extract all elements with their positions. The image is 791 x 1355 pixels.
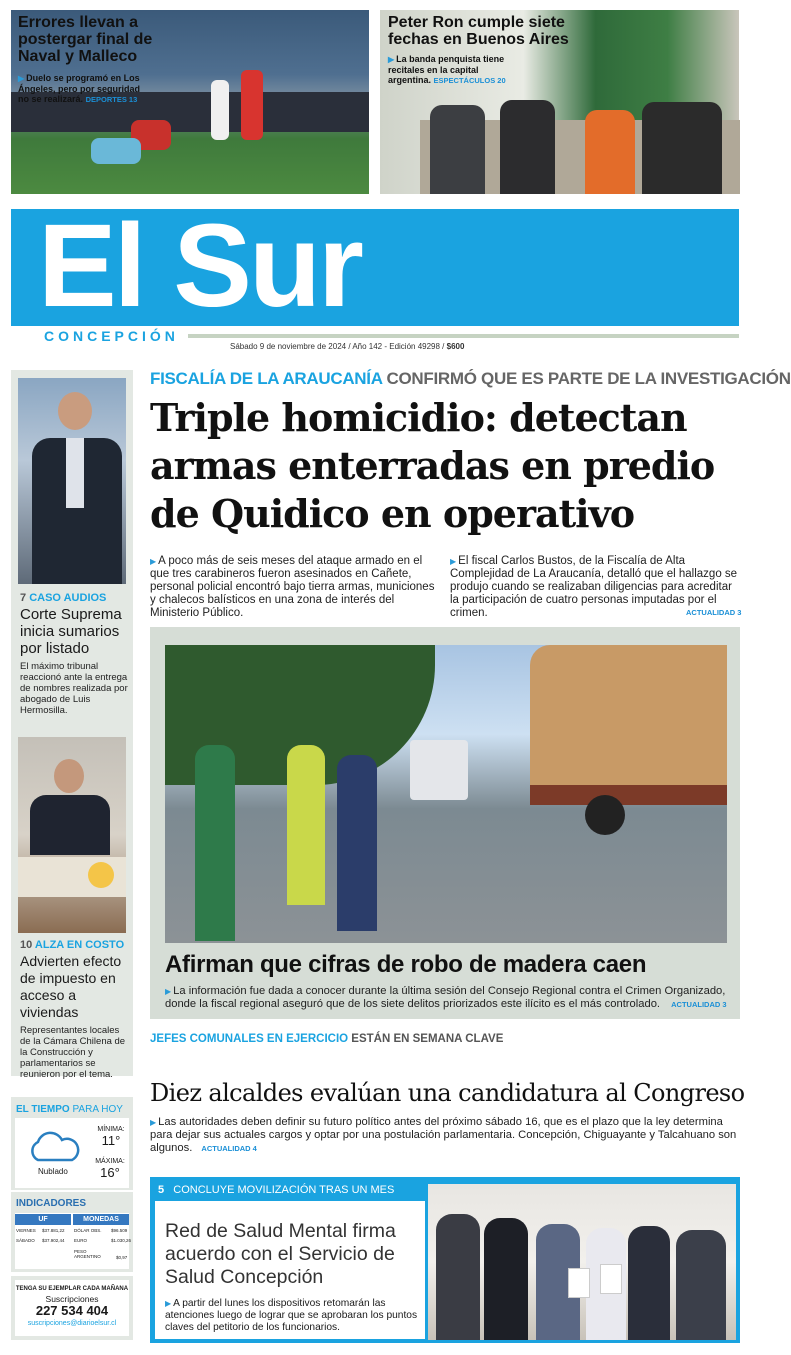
- indicator-row: VIERNES $37.881,22 DÓLAR OBS. $96.509: [16, 1228, 128, 1233]
- monedas-header: MONEDAS: [73, 1214, 129, 1225]
- weather-min: [96, 1126, 126, 1148]
- bullet-icon: ▶: [388, 55, 395, 64]
- subscribe-line2: Suscripciones: [45, 1294, 99, 1304]
- side-story-1[interactable]: [20, 592, 128, 716]
- side1-page: 7: [20, 592, 27, 604]
- mayors-section[interactable]: ACTUALIDAD 4: [201, 1144, 257, 1153]
- masthead-title[interactable]: El Sur: [38, 200, 361, 332]
- mayors-text: ▶ Las autoridades deben definir su futuro político antes del próximo sábado 16, que es el plazo que la ley determina para dejar sus actuales cargos y optar por una postulación parlamentaria. Concepción, Chiguayante y Talcahuano son algunos. ACTUALIDAD 4: [150, 1116, 737, 1154]
- indicator-row: PESO ARGENTINO $0,97: [74, 1249, 128, 1260]
- bullet-icon: ▶: [150, 557, 157, 566]
- bullet-icon: ▶: [18, 74, 25, 83]
- lead-kicker: [150, 369, 791, 389]
- mayors-kicker-rest: ESTÁN EN SEMANA CLAVE: [351, 1033, 504, 1045]
- lead-col2: ▶ El fiscal Carlos Bustos, de la Fiscalía de Alta Complejidad de La Araucanía, detalló que el hallazgo se produjo cuando se realizaban diligencias para acreditar la participación de cuatro personas imputadas por el crimen.: [450, 555, 738, 619]
- edition-date: Sábado 9 de noviembre de 2024 / Año 142 - Edición 49298 /: [230, 342, 445, 351]
- top-left-teaser[interactable]: [18, 14, 168, 105]
- side2-page: 10: [20, 939, 33, 951]
- bullet-icon: ▶: [150, 1118, 157, 1127]
- cloud-icon: [26, 1132, 82, 1167]
- health-agreement-photo[interactable]: [428, 1184, 736, 1340]
- weather-condition: Nublado: [38, 1167, 68, 1176]
- top-left-section: DEPORTES 13: [85, 95, 138, 104]
- subscribe-block[interactable]: [15, 1286, 129, 1327]
- lead-headline[interactable]: Triple homicidio: detectan armas enterradas en predio de Quidico en operativo: [150, 395, 715, 536]
- side1-headline: Corte Suprema inicia sumarios por listado: [20, 606, 122, 657]
- side1-kicker: CASO AUDIOS: [29, 592, 107, 604]
- subscribe-line1: TENGA SU EJEMPLAR CADA MAÑANA: [15, 1286, 129, 1292]
- mayors-kicker: [150, 1033, 503, 1045]
- bullet-icon: ▶: [165, 1299, 172, 1308]
- bullet-icon: ▶: [165, 987, 172, 996]
- mayors-headline[interactable]: Diez alcaldes evalúan una candidatura al Congreso: [150, 1079, 745, 1107]
- weather-title-a: EL TIEMPO: [16, 1104, 70, 1115]
- lead-section[interactable]: ACTUALIDAD 3: [686, 608, 742, 617]
- health-text: ▶ A partir del lunes los dispositivos retomarán las atenciones luego de lograr que se aprobaran los puntos claves del petitorio de los funcionarios.: [165, 1298, 418, 1333]
- mayors-kicker-accent: JEFES COMUNALES EN EJERCICIO: [150, 1033, 349, 1045]
- top-right-headline: Peter Ron cumple siete fechas en Buenos Aires: [388, 14, 569, 48]
- weather-max: [94, 1158, 126, 1180]
- wood-headline[interactable]: Afirman que cifras de robo de madera caen: [165, 951, 647, 978]
- side2-kicker: ALZA EN COSTO: [34, 939, 125, 951]
- health-kicker: CONCLUYE MOVILIZACIÓN TRAS UN MES: [173, 1184, 395, 1196]
- wood-truck-photo[interactable]: [165, 645, 727, 943]
- wood-section[interactable]: ACTUALIDAD 3: [671, 1000, 727, 1009]
- lead-kicker-rest: CONFIRMÓ QUE ES PARTE DE LA INVESTIGACIÓN: [386, 369, 791, 388]
- masthead-dateline: [230, 342, 464, 351]
- indicators-table: [15, 1213, 132, 1269]
- indicator-row: SÁBADO $37.902,44 EURO $1.030,26: [16, 1238, 132, 1243]
- health-page: 5: [158, 1184, 165, 1196]
- meeting-photo[interactable]: [18, 737, 126, 933]
- lead-col1: ▶ A poco más de seis meses del ataque armado en el que tres carabineros fueron asesinados en Cañete, personal policial encontró bajo tierra armas, municiones y chalecos balísticos en una zona de interés del Ministerio Público.: [150, 555, 435, 619]
- min-value: 11°: [101, 1133, 121, 1148]
- wood-text: ▶ La información fue dada a conocer durante la última sesión del Consejo Regional contra el Crimen Organizado, donde la fiscal regional aseguró que de los siete delitos priorizados este ilícito es el más controlado. ACTUALIDAD 3: [165, 985, 727, 1010]
- bullet-icon: ▶: [450, 557, 457, 566]
- health-headline[interactable]: Red de Salud Mental firma acuerdo con el Servicio de Salud Concepción: [165, 1220, 396, 1288]
- max-value: 16°: [100, 1165, 120, 1180]
- top-right-text: ▶ La banda penquista tiene recitales en la capital argentina. ESPECTÁCULOS 20: [388, 54, 506, 85]
- side1-kicker-line: [20, 592, 128, 604]
- indicators-title: INDICADORES: [16, 1198, 87, 1209]
- top-right-teaser[interactable]: [388, 14, 578, 86]
- subscribe-email[interactable]: suscripciones@diarioelsur.cl: [27, 1320, 117, 1327]
- top-left-headline: Errores llevan a postergar final de Naval y Malleco: [18, 14, 153, 65]
- max-label: MÁXIMA:: [95, 1158, 125, 1165]
- uf-header: UF: [15, 1214, 71, 1225]
- subscribe-phone[interactable]: 227 534 404: [35, 1303, 109, 1318]
- side2-text: Representantes locales de la Cámara Chilena de la Construcción y parlamentarios se reunieron por el tema.: [20, 1025, 126, 1080]
- top-right-section: ESPECTÁCULOS 20: [433, 76, 506, 85]
- weather-title-b: PARA HOY: [72, 1104, 123, 1115]
- min-label: MÍNIMA:: [97, 1126, 125, 1133]
- masthead-city: CONCEPCIÓN: [44, 328, 179, 344]
- edition-price: $600: [446, 342, 465, 351]
- side2-kicker-line: [20, 939, 128, 951]
- weather-title: [16, 1104, 123, 1115]
- lead-kicker-accent: FISCALÍA DE LA ARAUCANÍA: [150, 369, 383, 388]
- health-kicker-line: [158, 1184, 394, 1196]
- side1-text: El máximo tribunal reaccionó ante la entrega de nombres realizada por abogado de Luis Hermosilla.: [20, 661, 128, 716]
- side2-headline: Advierten efecto de impuesto en acceso a viviendas: [20, 953, 122, 1020]
- top-left-text: ▶ Duelo se programó en Los Ángeles, pero por seguridad no se realizará. DEPORTES 13: [18, 73, 141, 104]
- judge-photo[interactable]: [18, 378, 126, 584]
- masthead-rule: [188, 334, 739, 338]
- side-story-2[interactable]: [20, 939, 128, 1080]
